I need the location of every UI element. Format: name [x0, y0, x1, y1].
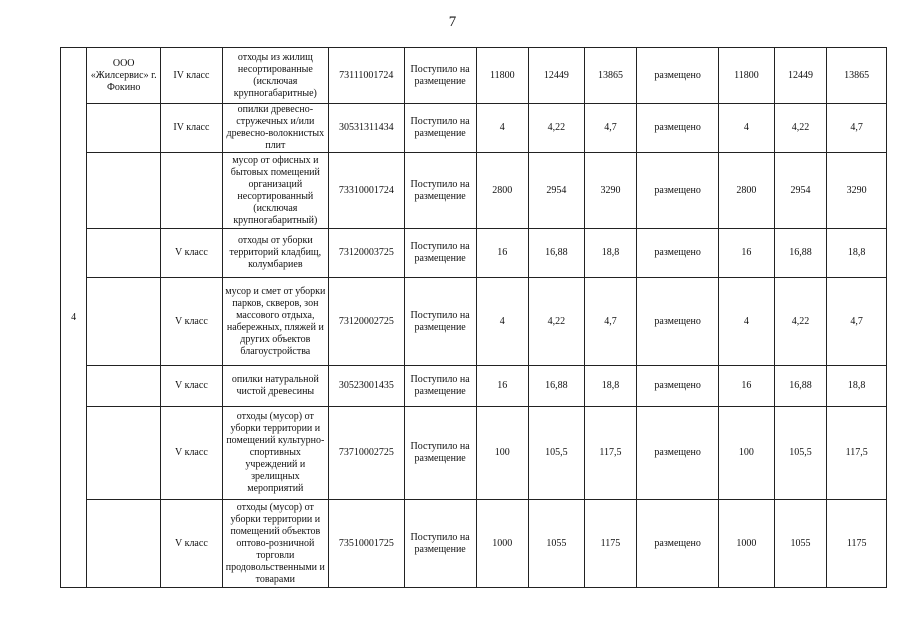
value-cell: 18,8: [584, 229, 637, 278]
status-cell: Поступило на размещение: [404, 153, 476, 229]
table-row: [61, 278, 887, 366]
value-cell: 4: [476, 278, 529, 366]
organization-cell-empty: [87, 104, 161, 153]
value-cell: 105,5: [529, 407, 585, 500]
value-cell: 2800: [476, 153, 529, 229]
table-row: [61, 104, 887, 153]
value-cell: 4,7: [584, 104, 637, 153]
page-number: 7: [448, 14, 457, 30]
status-cell: Поступило на размещение: [404, 48, 476, 104]
table-row: [61, 153, 887, 229]
class-cell: IV класс: [161, 104, 223, 153]
value-cell: 18,8: [584, 366, 637, 407]
waste-name-cell: отходы от уборки территорий кладбищ, колумбариев: [222, 229, 328, 278]
value-cell: 1000: [719, 500, 775, 588]
value-cell: 11800: [476, 48, 529, 104]
status-cell: Поступило на размещение: [404, 407, 476, 500]
table-row: [61, 48, 887, 104]
value-cell: 4: [719, 104, 775, 153]
class-cell: V класс: [161, 407, 223, 500]
table-row: [61, 366, 887, 407]
class-cell: IV класс: [161, 48, 223, 104]
row-number-cell: 4: [61, 48, 87, 588]
organization-cell-empty: [87, 500, 161, 588]
value-cell: 117,5: [584, 407, 637, 500]
value-cell: 13865: [827, 48, 887, 104]
organization-cell-empty: [87, 278, 161, 366]
value-cell: 4: [719, 278, 775, 366]
fkko-code-cell: 73710002725: [328, 407, 404, 500]
organization-cell: ООО «Жилсервис» г. Фокино: [87, 48, 161, 104]
status-cell: Поступило на размещение: [404, 500, 476, 588]
fkko-code-cell: 73111001724: [328, 48, 404, 104]
action-cell: размещено: [637, 366, 719, 407]
value-cell: 100: [476, 407, 529, 500]
organization-cell-empty: [87, 407, 161, 500]
waste-name-cell: опилки древесно-стружечных и/или древесно-волокнистых плит: [222, 104, 328, 153]
class-cell: V класс: [161, 366, 223, 407]
value-cell: 4: [476, 104, 529, 153]
class-cell: V класс: [161, 229, 223, 278]
waste-table: [60, 47, 887, 588]
action-cell: размещено: [637, 500, 719, 588]
action-cell: размещено: [637, 48, 719, 104]
waste-name-cell: отходы (мусор) от уборки территории и помещений объектов оптово-розничной торговли продовольственными и товарами: [222, 500, 328, 588]
status-cell: Поступило на размещение: [404, 229, 476, 278]
value-cell: 13865: [584, 48, 637, 104]
value-cell: 1175: [584, 500, 637, 588]
fkko-code-cell: 30531311434: [328, 104, 404, 153]
value-cell: 12449: [774, 48, 827, 104]
waste-name-cell: опилки натуральной чистой древесины: [222, 366, 328, 407]
value-cell: 100: [719, 407, 775, 500]
organization-cell-empty: [87, 229, 161, 278]
value-cell: 16,88: [529, 229, 585, 278]
fkko-code-cell: 30523001435: [328, 366, 404, 407]
waste-name-cell: мусор от офисных и бытовых помещений организаций несортированный (исключая крупногабаритный): [222, 153, 328, 229]
waste-name-cell: мусор и смет от уборки парков, скверов, зон массового отдыха, набережных, пляжей и других объектов благоустройства: [222, 278, 328, 366]
value-cell: 1175: [827, 500, 887, 588]
value-cell: 4,22: [529, 104, 585, 153]
value-cell: 16,88: [774, 366, 827, 407]
value-cell: 4,7: [584, 278, 637, 366]
fkko-code-cell: 73120002725: [328, 278, 404, 366]
value-cell: 3290: [827, 153, 887, 229]
table-row: [61, 229, 887, 278]
value-cell: 1055: [529, 500, 585, 588]
value-cell: 16,88: [529, 366, 585, 407]
class-cell: V класс: [161, 278, 223, 366]
action-cell: размещено: [637, 229, 719, 278]
status-cell: Поступило на размещение: [404, 104, 476, 153]
value-cell: 4,22: [529, 278, 585, 366]
value-cell: 18,8: [827, 366, 887, 407]
fkko-code-cell: 73510001725: [328, 500, 404, 588]
value-cell: 105,5: [774, 407, 827, 500]
table-row: [61, 500, 887, 588]
action-cell: размещено: [637, 104, 719, 153]
value-cell: 2954: [774, 153, 827, 229]
value-cell: 3290: [584, 153, 637, 229]
value-cell: 11800: [719, 48, 775, 104]
value-cell: 16: [476, 366, 529, 407]
value-cell: 16: [476, 229, 529, 278]
value-cell: 4,22: [774, 104, 827, 153]
table-row: [61, 407, 887, 500]
value-cell: 4,7: [827, 278, 887, 366]
action-cell: размещено: [637, 278, 719, 366]
value-cell: 16: [719, 366, 775, 407]
waste-name-cell: отходы (мусор) от уборки территории и помещений культурно-спортивных учреждений и зрелищных мероприятий: [222, 407, 328, 500]
value-cell: 2800: [719, 153, 775, 229]
status-cell: Поступило на размещение: [404, 366, 476, 407]
value-cell: 4,7: [827, 104, 887, 153]
action-cell: размещено: [637, 407, 719, 500]
organization-cell-empty: [87, 153, 161, 229]
value-cell: 117,5: [827, 407, 887, 500]
action-cell: размещено: [637, 153, 719, 229]
value-cell: 1055: [774, 500, 827, 588]
class-cell: V класс: [161, 500, 223, 588]
value-cell: 1000: [476, 500, 529, 588]
value-cell: 4,22: [774, 278, 827, 366]
value-cell: 18,8: [827, 229, 887, 278]
value-cell: 12449: [529, 48, 585, 104]
class-cell: [161, 153, 223, 229]
organization-cell-empty: [87, 366, 161, 407]
waste-name-cell: отходы из жилищ несортированные (исключая крупногабаритные): [222, 48, 328, 104]
status-cell: Поступило на размещение: [404, 278, 476, 366]
value-cell: 16: [719, 229, 775, 278]
value-cell: 16,88: [774, 229, 827, 278]
value-cell: 2954: [529, 153, 585, 229]
fkko-code-cell: 73120003725: [328, 229, 404, 278]
fkko-code-cell: 73310001724: [328, 153, 404, 229]
